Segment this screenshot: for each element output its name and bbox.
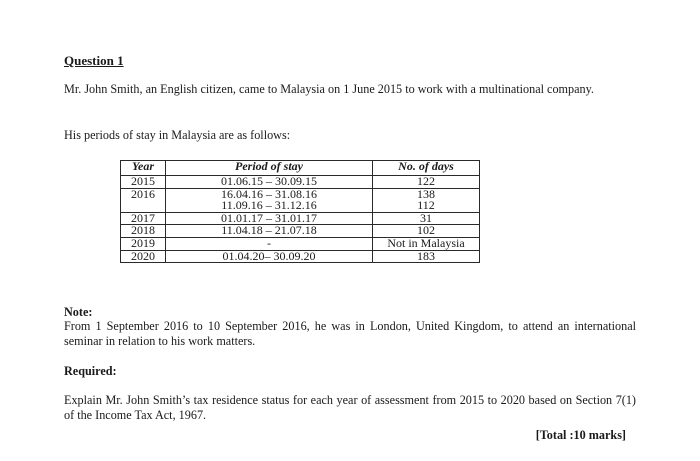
period-line: 01.01.17 – 31.01.17 — [221, 210, 317, 225]
row-period — [166, 188, 373, 212]
row-year: 2018 — [121, 225, 166, 238]
row-days — [373, 188, 480, 212]
row-year: 2015 — [121, 176, 166, 189]
header-year: Year — [121, 161, 166, 176]
days-line: 183 — [417, 248, 435, 263]
table-row — [121, 250, 480, 263]
stay-periods-table — [120, 160, 480, 263]
row-year: 2017 — [121, 212, 166, 225]
required-label: Required: — [64, 364, 117, 378]
intro-paragraph: Mr. John Smith, an English citizen, came to Malaysia on 1 June 2015 to work with a multinational company. — [64, 82, 594, 96]
periods-intro: His periods of stay in Malaysia are as follows: — [64, 128, 291, 142]
table-row — [121, 188, 480, 212]
row-days — [373, 250, 480, 263]
period-line: 11.04.18 – 21.07.18 — [221, 223, 317, 238]
days-line: 102 — [417, 223, 435, 238]
row-year: 2016 — [121, 188, 166, 212]
period-line: 01.04.20– 30.09.20 — [222, 248, 316, 263]
table-body — [121, 176, 480, 263]
days-line: 112 — [417, 198, 435, 213]
note-text: From 1 September 2016 to 10 September 2016, he was in London, United Kingdom, to attend an international seminar in relation to his work matters. — [64, 319, 636, 348]
question-title: Question 1 — [64, 53, 124, 68]
days-line: 122 — [417, 174, 435, 188]
period-line: 11.09.16 – 31.12.16 — [221, 198, 317, 213]
period-line: 16.04.16 – 31.08.16 — [221, 186, 317, 201]
period-line: - — [267, 235, 271, 250]
required-text: Explain Mr. John Smith’s tax residence status for each year of assessment from 2015 to 2020 based on Section 7(1) of the Income Tax Act, 1967. — [64, 393, 636, 422]
row-period — [166, 250, 373, 263]
row-year: 2019 — [121, 237, 166, 250]
header-days: No. of days — [373, 161, 480, 176]
row-year: 2020 — [121, 250, 166, 263]
days-line: 31 — [420, 210, 432, 225]
period-line: 01.06.15 – 30.09.15 — [221, 174, 317, 188]
total-marks: [Total :10 marks] — [535, 428, 626, 442]
note-label: Note: — [64, 305, 93, 319]
days-line: 138 — [417, 186, 435, 201]
header-period: Period of stay — [166, 161, 373, 176]
days-line: Not in Malaysia — [387, 235, 465, 250]
